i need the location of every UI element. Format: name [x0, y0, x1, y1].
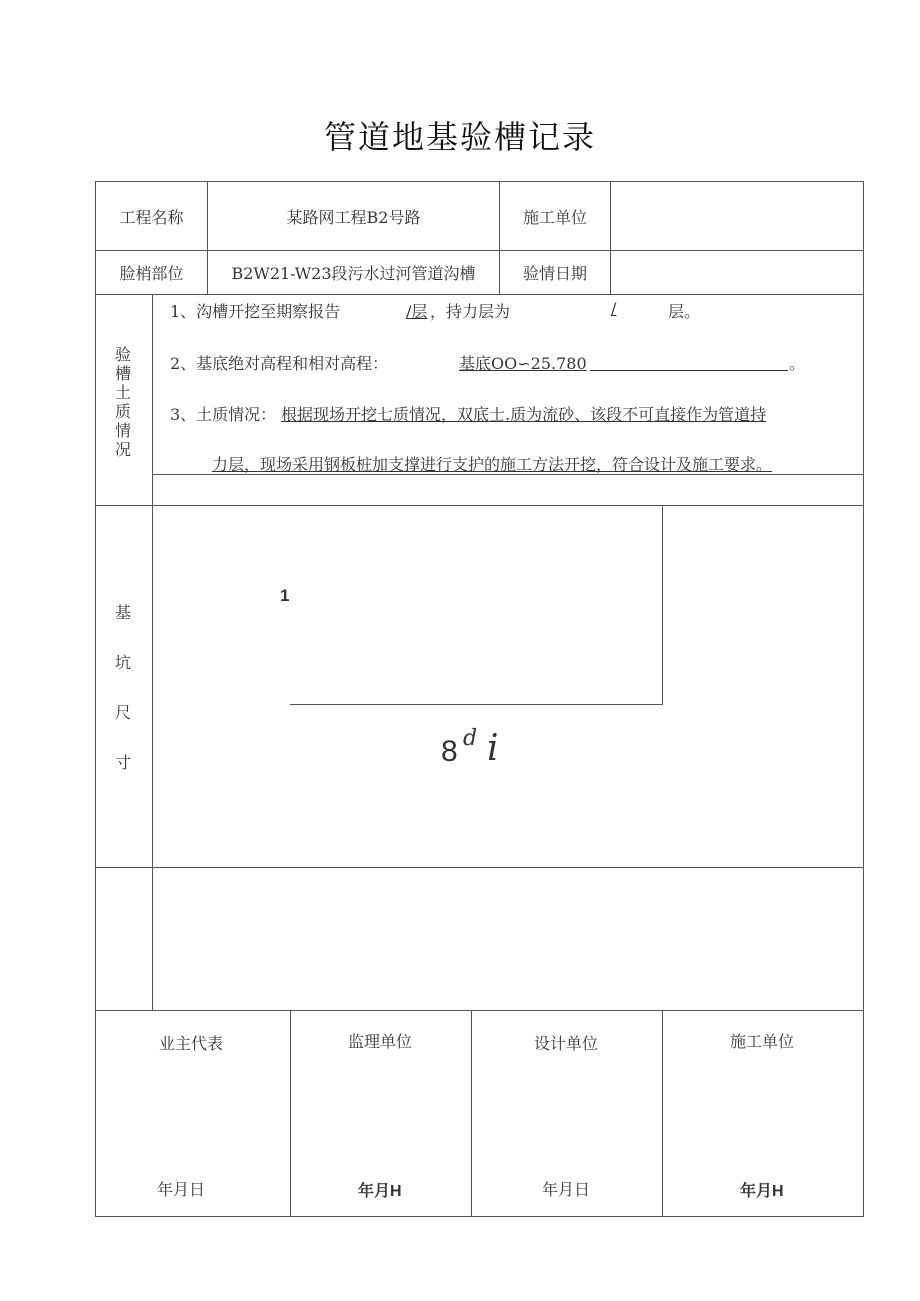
col-divider	[662, 1010, 663, 1217]
soil-item-2-end: 。	[789, 354, 806, 373]
sketch-mark: d	[463, 726, 478, 751]
sketch-mark: 8	[441, 735, 458, 768]
sketch-mark: 1	[280, 586, 290, 605]
design-unit-label: 设计单位	[534, 1034, 599, 1053]
inspection-part-value: B2W21-W23段污水过河管道沟槽	[231, 264, 476, 283]
project-name-label: 工程名称	[119, 207, 184, 227]
soil-item-1-prefix: 1、沟槽开挖至期察报告	[170, 302, 341, 321]
row-divider	[95, 1010, 864, 1011]
col-divider	[471, 1010, 472, 1217]
page-title: 管道地基验槽记录	[323, 118, 596, 156]
supervision-unit-label: 监理单位	[348, 1032, 413, 1051]
owner-rep-date: 年月日	[157, 1180, 206, 1199]
construction-unit-value	[611, 182, 863, 250]
record-table	[95, 181, 864, 1217]
soil-item-1-suffix: 层。	[668, 302, 701, 321]
design-unit-date: 年月日	[542, 1180, 591, 1199]
supervision-unit-date: 年月H	[358, 1183, 402, 1200]
col-divider	[152, 294, 153, 1010]
sketch-mark: i	[487, 728, 499, 769]
row-divider	[95, 867, 864, 868]
project-name-value: 某路网工程B2号路	[286, 207, 421, 227]
soil-item-3-line2: 力层，现场采用钢板桩加支撑进行支护的施工方法开挖，符合设计及施工要求。	[212, 455, 773, 474]
soil-item-1-layer: /层	[406, 302, 428, 321]
soil-item-3-label: 3、土质情况：	[170, 405, 277, 424]
soil-item-1-bearing: /	[611, 299, 617, 318]
inspection-date-label: 验情日期	[522, 264, 587, 283]
col-divider	[662, 505, 663, 705]
soil-item-1-mid: ，持力层为	[430, 302, 511, 321]
soil-item-2-value: 基底OO∽25.780	[459, 354, 587, 373]
inspection-date-value	[611, 251, 863, 294]
construction-unit-label: 施工单位	[522, 207, 587, 227]
pit-side-label: 基 坑 尺 寸	[114, 603, 131, 772]
soil-item-3-line1: 根据现场开挖七质情况，双底士.质为流砂、该段不可直接作为管道持	[281, 405, 767, 424]
soil-item-2-blank	[590, 370, 788, 371]
soil-item-2-label: 2、基底绝对高程和相对高程：	[170, 354, 389, 373]
row-divider	[95, 294, 864, 295]
inspection-part-label: 脸梢部位	[119, 264, 184, 283]
owner-rep-label: 业主代表	[159, 1034, 224, 1053]
construction-unit-sign-label: 施工单位	[730, 1032, 795, 1051]
col-divider	[290, 1010, 291, 1217]
row-divider	[95, 505, 864, 506]
soil-side-label: 验 槽 土 质 情 况	[114, 345, 131, 459]
construction-unit-sign-date: 年月H	[740, 1183, 784, 1200]
pit-sketch-line	[290, 704, 663, 705]
